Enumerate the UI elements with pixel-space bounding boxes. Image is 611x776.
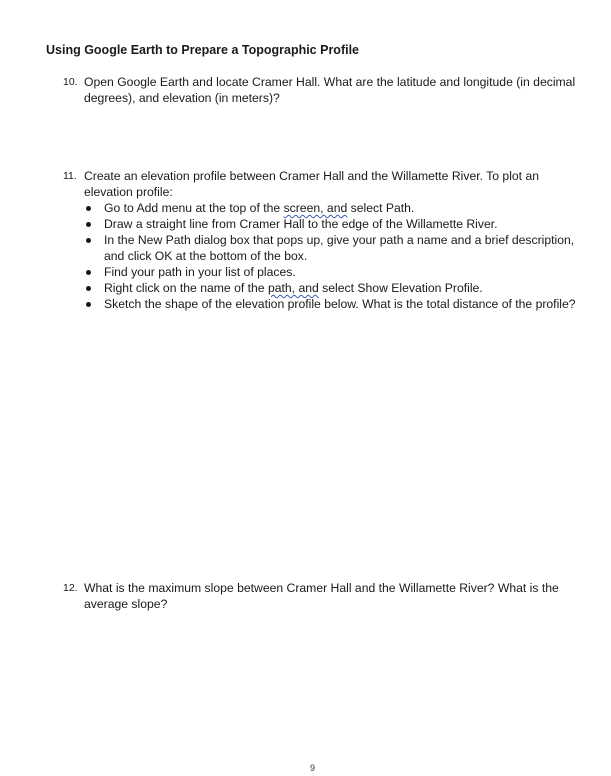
list-item [84,232,593,264]
bullet-icon [86,302,91,307]
question-number: 12. [63,582,78,594]
bullet-icon [86,206,91,211]
list-item [84,216,593,232]
list-item-text: Go to Add menu at the top of the [104,201,284,215]
page-heading: Using Google Earth to Prepare a Topographic Profile [46,43,360,57]
list-item-text: select Path. [347,201,415,215]
question-text-line: Open Google Earth and locate Cramer Hall. What are the latitude and longitude (in decimal [84,75,576,89]
instruction-list [84,200,593,312]
list-item-text: Draw a straight line from Cramer Hall to the edge of the Willamette River. [104,217,498,231]
list-item [84,200,593,216]
question-text-line: elevation profile: [84,185,173,199]
bullet-icon [86,238,91,243]
list-item-text: Find your path in your list of places. [104,265,296,279]
question-number: 10. [63,76,78,88]
bullet-icon [86,286,91,291]
list-item-text: select Show Elevation Profile. [318,281,483,295]
list-item-text: Right click on the name of the [104,281,268,295]
question-text-line: What is the maximum slope between Cramer Hall and the Willamette River? What is the [84,581,559,595]
bullet-icon [86,270,91,275]
list-item [84,280,593,296]
question-10 [63,74,593,106]
list-item [84,264,593,280]
page-number: 9 [310,763,316,773]
bullet-icon [86,222,91,227]
list-item-text: and click OK at the bottom of the box. [104,249,308,263]
question-text-line: Create an elevation profile between Cramer Hall and the Willamette River. To plot an [84,169,540,183]
list-item-text: In the New Path dialog box that pops up, give your path a name and a brief description, [104,233,575,247]
question-text-line: average slope? [84,597,168,611]
spellcheck-underlined-text: path, and [267,281,319,295]
question-11 [63,168,593,312]
question-number: 11. [63,170,77,182]
spellcheck-underlined-text: screen, and [283,201,348,215]
question-12 [63,580,593,612]
list-item [84,296,593,312]
list-item-text: Sketch the shape of the elevation profile below. What is the total distance of the profile? [104,297,576,311]
question-text-line: degrees), and elevation (in meters)? [84,91,280,105]
